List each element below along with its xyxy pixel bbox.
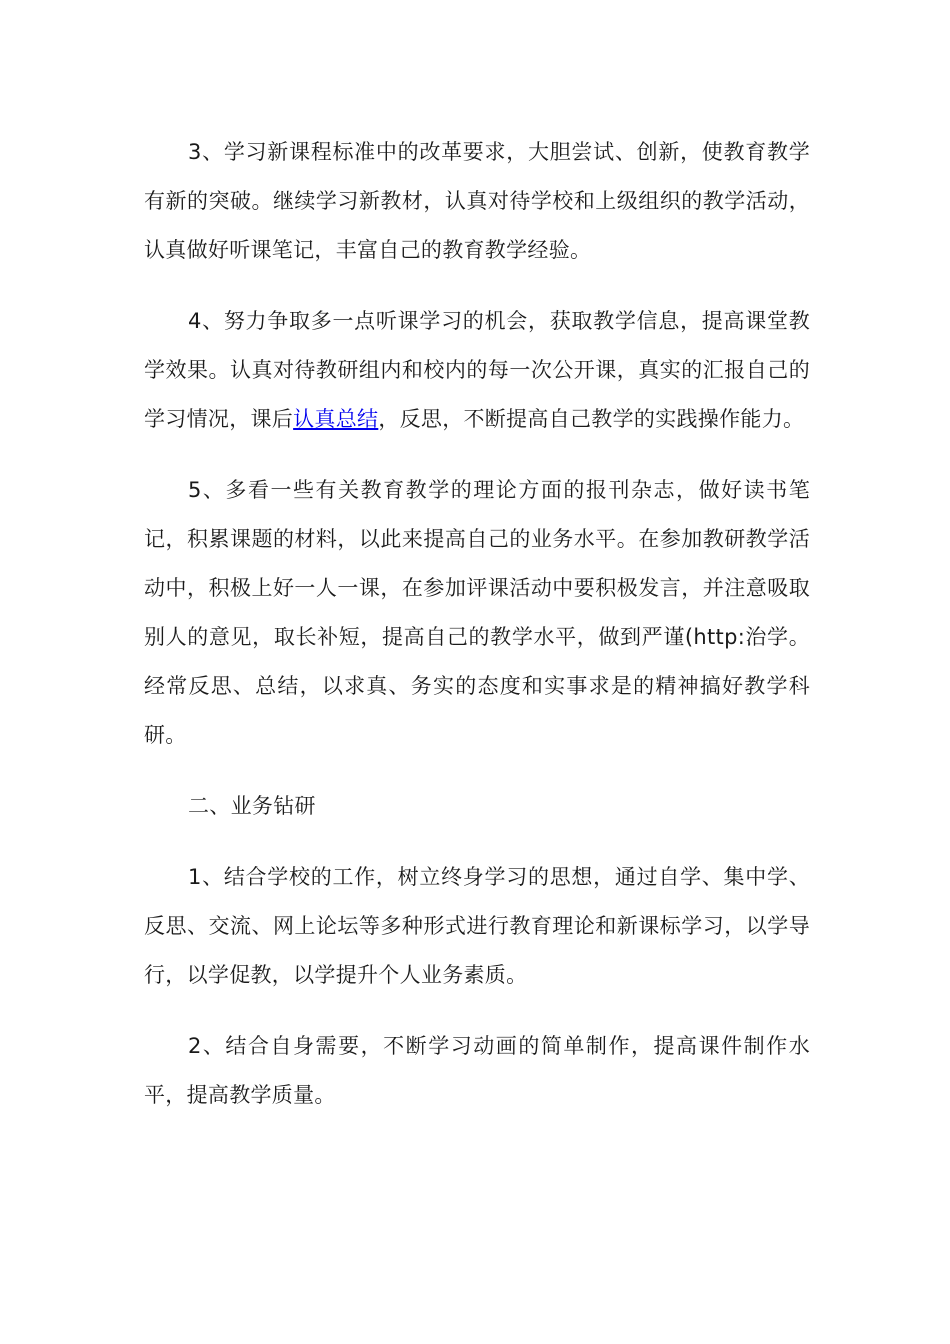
paragraph-item-5: 5、多看一些有关教育教学的理论方面的报刊杂志，做好读书笔记，积累课题的材料，以此来提高自己的业务水平。在参加教研教学活动中，积极上好一人一课，在参加评课活动中要积极发言，并注意吸取别人的意见，取长补短，提高自己的教学水平，做到严谨(http:治学。经常反思、总结，以求真、务实的态度和实事求是的精神搞好教学科研。 bbox=[144, 478, 810, 747]
paragraph-item-4 bbox=[144, 297, 810, 444]
paragraph-text-before-link: 4、努力争取多一点听课学习的机会，获取教学信息，提高课堂教学效果。认真对待教研组内和校内的每一次公开课，真实的汇报自己的学习情况，课后 bbox=[144, 309, 810, 431]
document-body bbox=[144, 128, 810, 1142]
paragraph-item-3: 3、学习新课程标准中的改革要求，大胆尝试、创新，使教育教学有新的突破。继续学习新教材，认真对待学校和上级组织的教学活动，认真做好听课笔记，丰富自己的教育教学经验。 bbox=[144, 140, 810, 262]
paragraph-item-1: 1、结合学校的工作，树立终身学习的思想，通过自学、集中学、反思、交流、网上论坛等多种形式进行教育理论和新课标学习，以学导行，以学促教，以学提升个人业务素质。 bbox=[144, 865, 810, 987]
section-heading: 二、业务钻研 bbox=[188, 794, 316, 818]
paragraph-item-2: 2、结合自身需要，不断学习动画的简单制作，提高课件制作水平，提高教学质量。 bbox=[144, 1034, 810, 1107]
summary-link[interactable]: 认真总结 bbox=[293, 407, 379, 431]
paragraph-text-after-link: ，反思，不断提高自己教学的实践操作能力。 bbox=[378, 407, 805, 431]
